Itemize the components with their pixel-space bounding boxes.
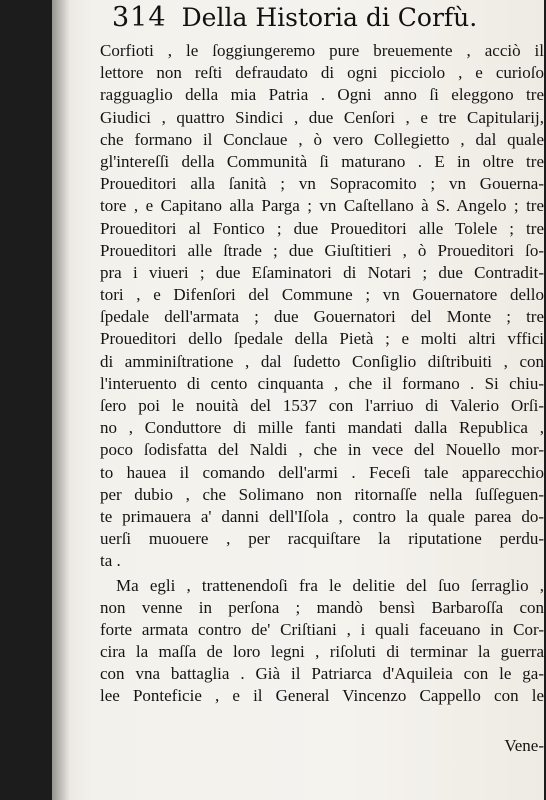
text-line: ſpedale dell'armata ; due Gouernatori del Monte ; tre <box>100 307 544 327</box>
text-line: tori , e Difenſori del Commune ; vn Gouernatore dello <box>100 285 544 305</box>
text-line: Corfioti , le ſoggiungeremo pure breuemente , acciò il <box>100 41 544 60</box>
text-line: con vna battaglia . Già il Patriarca d'Aquileia con le ga- <box>100 664 544 684</box>
paragraph <box>100 40 544 573</box>
catchword: Vene- <box>504 736 544 755</box>
text-line: ragguaglio della mia Patria . Ogni anno ſi eleggono tre <box>100 85 544 105</box>
text-line: l'interuento di cento cinquanta , che il formano . Si chiu- <box>100 373 544 393</box>
text-line: non venne in perſona ; mandò bensì Barbaroſſa con <box>100 597 544 617</box>
text-line: ſero poi le nouità del 1537 con l'arriuo di Valerio Orſi- <box>100 396 544 415</box>
paragraph <box>100 575 544 708</box>
text-line: tore , e Capitano alla Parga ; vn Caſtellano à S. Angelo ; tre <box>100 196 544 216</box>
text-line: Proueditori alle ſtrade ; due Giuſtitieri , ò Proueditori ſo- <box>100 240 544 260</box>
text-line: Proueditori dello ſpedale della Pietà ; e molti altri vffici <box>100 329 544 349</box>
gutter-shadow <box>52 0 70 800</box>
text-line: per dubio , che Solimano non ritornaſſe nella ſuſſeguen- <box>100 484 544 504</box>
text-line: di amminiſtratione , dal ſudetto Conſiglio diſtribuiti , con <box>100 351 544 371</box>
text-line: pra i viueri ; due Eſaminatori di Notari ; due Contradit- <box>100 262 544 282</box>
text-line: to hauea il comando dell'armi . Feceſi tale apparecchio <box>100 462 544 482</box>
text-line: poco ſodisfatta del Naldi , che in vece del Nouello mor- <box>100 440 544 460</box>
text-line: Proueditori alla ſanità ; vn Sopracomito ; vn Gouerna- <box>100 174 544 194</box>
text-line: lettore non reſti defraudato di ogni picciolo , e curioſo <box>100 63 544 83</box>
text-line: che formano il Conclaue , ò vero Collegietto , dal quale <box>100 129 544 149</box>
body-text <box>100 40 544 755</box>
text-line: ta . <box>100 551 121 571</box>
text-line: forte armata contro de' Criſtiani , i quali faceuano in Cor- <box>100 619 544 639</box>
text-line: te primauera a' danni dell'Iſola , contro la quale parea do- <box>100 506 544 526</box>
text-line: gl'intereſſi della Communità ſi maturano . E in oltre tre <box>100 151 544 171</box>
text-line: lee Ponteficie , e il General Vincenzo Cappello con le <box>100 686 544 706</box>
page-header <box>112 2 477 36</box>
running-title: Della Historia di Corfù. <box>181 3 478 32</box>
text-line: cira la maſſa de loro legni , riſoluti di terminar la guerra <box>100 642 544 662</box>
text-line: Proueditori al Fontico ; due Proueditori alle Tolele ; tre <box>100 218 544 238</box>
book-page <box>52 0 544 800</box>
text-line: Ma egli , trattenendoſi fra le delitie del ſuo ſerraglio , <box>116 575 544 595</box>
text-line: uerſi muouere , per racquiſtare la riputatione perdu- <box>100 529 544 549</box>
text-line: no , Conduttore di mille fanti mandati dalla Republica , <box>100 418 544 438</box>
text-line: Giudici , quattro Sindici , due Cenſori , e tre Capitularij, <box>100 107 544 127</box>
page-number: 314 <box>112 2 167 33</box>
